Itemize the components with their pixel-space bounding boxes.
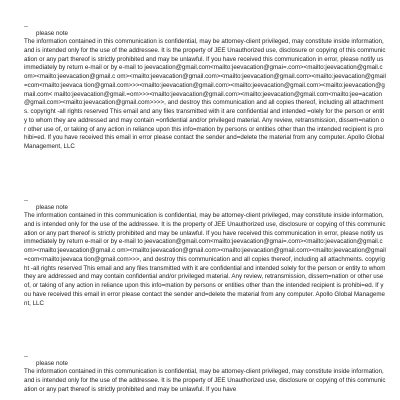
disclaimer-text: The information contained in this communication is confidential, may be attorney-client privileged, may constitute inside information, and is intended only for the use of the addressee. It is the property of JEE Unauthorized use, disclosure or copying of this communication or any part thereof is strictly prohibited and may be unlawful. If you have received this communication in error, please notify us immediately by return e-mail or by e-mail to jeevacation@gmail.com<mailto:jeevacation@gmai=.com><mailto:jeevacation@gmail.com><mailto:jeevacation@gmail.c om><mailto:jeevacation@gmail.com><mailto:jeevacation@gmail.com><mailto:jeevacation@gmail=com<mailto:jeevaca tion@gmail.com>>><mailto:jeevacation@gmail.com><mailto:jeevacation@gmail.com><mailto:jeevacation@gmail.com< mailto:jeevacation@gmail.=om>>><mailto:jeevacation@gmail.com><mailto:jeevacation@gmail.com<mailto:jee=acation @gmail.com><mailto:jeevacation@gmail.com>>>>, and destroy this communication and all copies thereof, including all attachments. copyright -all rights reserved This email and any files transmitted with it are confidential and intended =olely for the person or entity to whom they are addressed and may contain =onfidential and/or privileged material. Any review, retransmission, dissem=nation or other use of, or taking of any action in reliance upon this info=mation by persons or entities other than the intended recipient is prohibi=ed. If you have received this email in error please contact the sender and=delete the material from any computer. Apollo Global Management, LLC bbox=[24, 38, 386, 150]
disclaimer-text: The information contained in this communication is confidential, may be attorney-client privileged, may constitute inside information, and is intended only for the use of the addressee. It is the property of JEE Unauthorized use, disclosure or copying of this communication or any part thereof is strictly prohibited and may be unlawful. If you have bbox=[24, 368, 386, 393]
disclaimer-block bbox=[24, 24, 386, 152]
disclaimer-text: The information contained in this communication is confidential, may be attorney-client privileged, may constitute inside information, and is intended only for the use of the addressee. It is the property of JEE Unauthorized use, disclosure or copying of this communication or any part thereof is strictly prohibited and may be unlawful. If you have received this communication in error, please notify us immediately by return e-mail or by e-mail to jeevacation@gmail.com<mailto:jeevacation@gmai=.com><mailto:jeevacation@gmail.com><mailto:jeevacation@gmail.c om><mailto:jeevacation@gmail.com><mailto:jeevacation@gmail.com><mailto:jeevacation@gmail=com<mailto:jeevaca tion@gmail.com>>>, and destroy this communication and all copies thereof, including all attachments. copyright -all rights reserved This email and any files transmitted with it are confidential and intended solely for the person or entity to whom they are addressed and may contain confidential and/or privileged material. Any review, retransmission, dissem=nation or other use of, or taking of any action in reliance upon this info=mation by persons or entities other than the intended recipient is prohibi=ed. If you have received this email in error please contact the sender and=delete the material from any computer. Apollo Global Management, LLC bbox=[24, 212, 386, 307]
please-note-heading: please note bbox=[36, 204, 68, 211]
signature-separator: -- bbox=[24, 198, 28, 204]
disclaimer-block bbox=[24, 198, 386, 308]
disclaimer-block bbox=[24, 354, 386, 394]
please-note-heading: please note bbox=[36, 30, 68, 37]
signature-separator: -- bbox=[24, 24, 28, 30]
please-note-heading: please note bbox=[36, 360, 68, 367]
signature-separator: -- bbox=[24, 354, 28, 360]
